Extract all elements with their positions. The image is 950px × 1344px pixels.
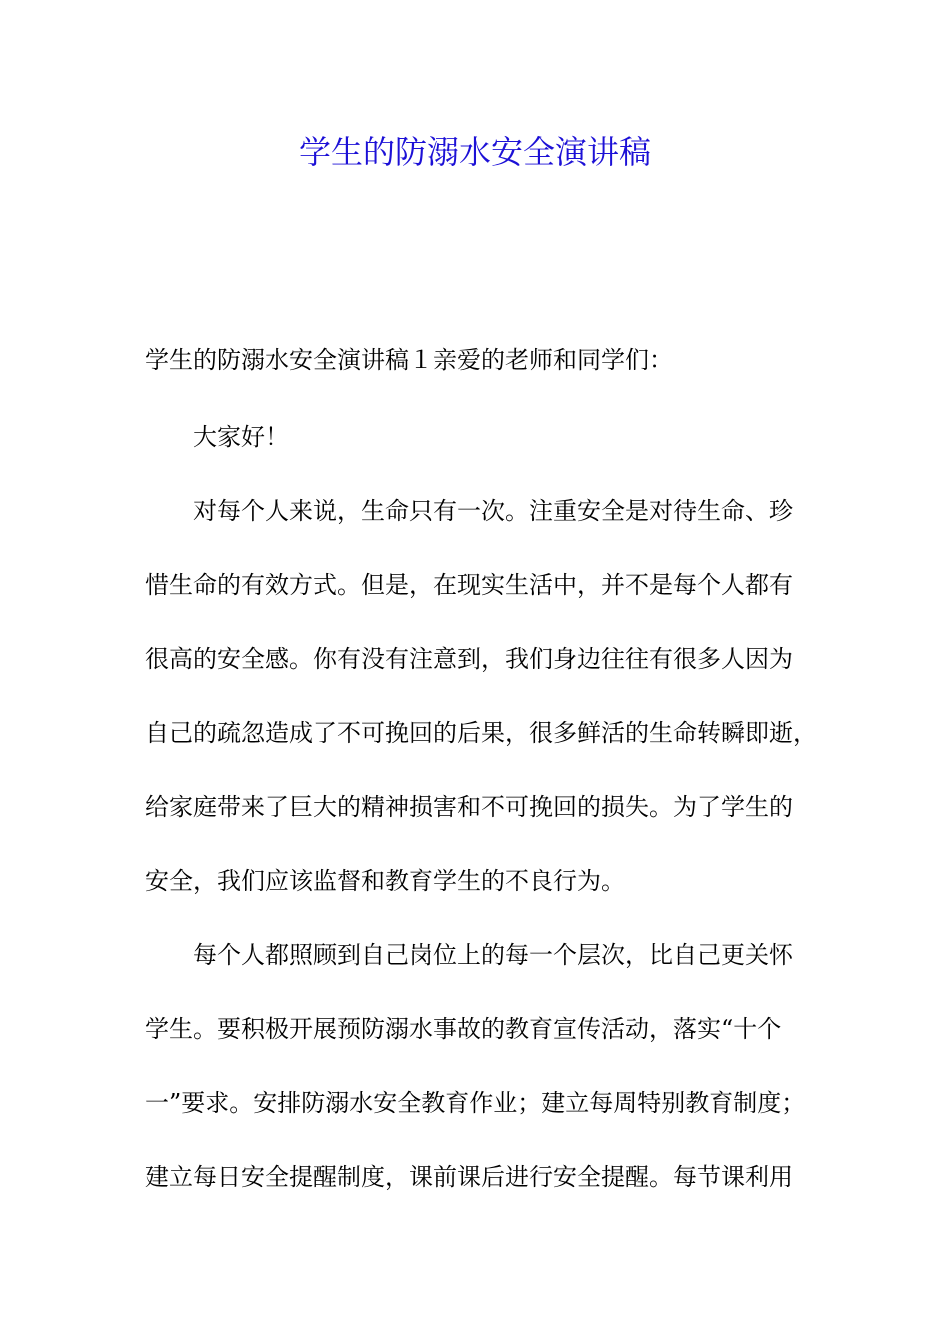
paragraph-line: 学生。要积极开展预防溺水事故的教育宣传活动，落实“十个 <box>145 1015 782 1043</box>
paragraph-line: 建立每日安全提醒制度，课前课后进行安全提醒。每节课利用 <box>145 1163 793 1191</box>
paragraph-line: 给家庭带来了巨大的精神损害和不可挽回的损失。为了学生的 <box>145 793 793 821</box>
paragraph-line: 惜生命的有效方式。但是，在现实生活中，并不是每个人都有 <box>145 571 793 599</box>
paragraph-line: 对每个人来说，生命只有一次。注重安全是对待生命、珍 <box>193 497 793 525</box>
paragraph-line: 安全，我们应该监督和教育学生的不良行为。 <box>145 867 625 895</box>
paragraph-line: 一”要求。安排防溺水安全教育作业；建立每周特别教育制度； <box>145 1089 806 1117</box>
paragraph-line: 很高的安全感。你有没有注意到，我们身边往往有很多人因为 <box>145 645 793 673</box>
document-title: 学生的防溺水安全演讲稿 <box>298 133 651 171</box>
paragraph-line: 自己的疏忽造成了不可挽回的后果，很多鲜活的生命转瞬即逝， <box>145 719 817 747</box>
paragraph-line: 学生的防溺水安全演讲稿１亲爱的老师和同学们： <box>145 346 673 374</box>
paragraph-line: 大家好！ <box>193 423 289 451</box>
paragraph-line: 每个人都照顾到自己岗位上的每一个层次，比自己更关怀 <box>193 941 793 969</box>
